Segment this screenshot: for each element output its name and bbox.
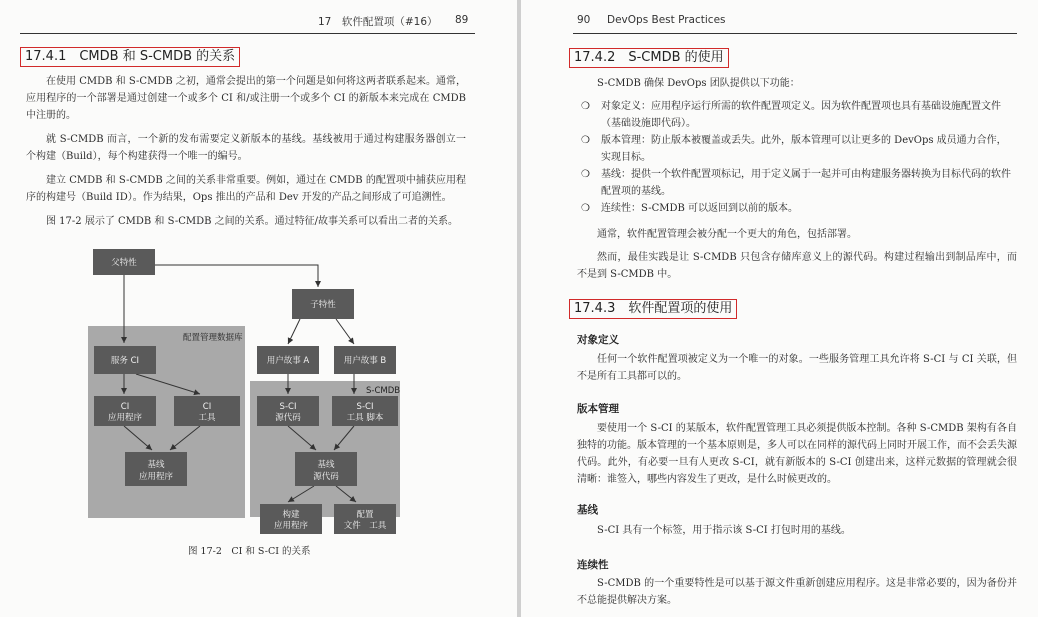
section-17-4-2-title: 17.4.2 S-CMDB 的使用 — [569, 48, 729, 68]
bullet-circle-icon: ❍ — [581, 203, 590, 214]
user-story-b-label: 用户故事 B — [343, 356, 387, 366]
paragraph-general: 通常，软件配置管理会被分配一个更大的角色，包括部署。 — [597, 229, 857, 240]
build-application-line1: 构建 — [282, 510, 300, 520]
bullet-text: 基线：提供一个软件配置项标记，用于定义属于一起并可由构建服务器转换为目标代码的软件配置项的基线。 — [601, 169, 1011, 197]
bullet-text: 对象定义：应用程序运行所需的软件配置项定义。因为软件配置项也具有基础设施配置文件（基础设施即代码）。 — [601, 101, 1001, 129]
baseline-application-line2: 应用程序 — [138, 472, 174, 482]
user-story-a-label: 用户故事 A — [266, 356, 310, 366]
running-header-book: DevOps Best Practices — [607, 14, 726, 26]
sci-tool-line1: S-CI — [356, 402, 374, 412]
ci-application-line1: CI — [120, 402, 130, 412]
sci-tool-line2: 工具 脚本 — [346, 413, 384, 423]
bullet-object-definition — [579, 98, 1014, 132]
subheading-object-definition: 对象定义 — [577, 334, 619, 346]
bullet-circle-icon: ❍ — [581, 169, 590, 180]
paragraph-3: 建立 CMDB 和 S-CMDB 之间的关系非常重要。例如，通过在 CMDB 的配置项中捕获应用程序的构建号（Build ID）。作为结果，Ops 推出的产品和 Dev 开发的产品之间形成了可追溯性。 — [26, 175, 466, 203]
child-feature-label: 子特性 — [310, 300, 336, 310]
left-page — [0, 0, 517, 617]
scmdb-area-label: S-CMDB — [366, 386, 401, 396]
paragraph-version-management: 要使用一个 S-CI 的某版本，软件配置管理工具必须提供版本控制。各种 S-CMDB 架构有各自独特的功能。版本管理的一个基本原则是，多人可以在同样的源代码上同时开展工作，而不会丢失源代码。此外，有必要一旦有人更改 S-CI，就有新版本的 S-CI 创建出来，这样元数据的管理就会很清晰：谁签入，哪些内容发生了更改，是什么时候更改的。 — [577, 423, 1017, 485]
paragraph-baseline: S-CI 具有一个标签，用于指示该 S-CI 打包时用的基线。 — [597, 525, 851, 536]
bullet-baseline — [579, 166, 1014, 200]
section-17-4-1-title: 17.4.1 CMDB 和 S-CMDB 的关系 — [20, 47, 240, 67]
right-page — [521, 0, 1038, 617]
running-header-chapter: 17 软件配置项（#16） — [318, 16, 438, 28]
baseline-source-line2: 源代码 — [313, 472, 339, 482]
ci-application-line2: 应用程序 — [107, 413, 143, 423]
cmdb-area-label: 配置管理数据库 — [183, 333, 243, 343]
ci-tool-line1: CI — [202, 402, 212, 412]
scmdb-intro: S-CMDB 确保 DevOps 团队提供以下功能： — [597, 78, 800, 89]
paragraph-continuity: S-CMDB 的一个重要特性是可以基于源文件重新创建应用程序。这是非常必要的，因为备份并不总能提供解决方案。 — [577, 578, 1017, 606]
paragraph-object-definition: 任何一个软件配置项被定义为一个唯一的对象。一些服务管理工具允许将 S-CI 与 CI 关联，但不是所有工具都可以的。 — [577, 354, 1017, 382]
paragraph-1: 在使用 CMDB 和 S-CMDB 之初，通常会提出的第一个问题是如何将这两者联系起来。通常，应用程序的一个部署是通过创建一个或多个 CI 和/或注册一个或多个 CI 的新版本来完成在 CMDB 中注册的。 — [26, 76, 466, 121]
bullet-text: 连续性：S-CMDB 可以返回到以前的版本。 — [601, 203, 799, 214]
baseline-source-line1: 基线 — [317, 460, 335, 470]
left-page-number: 89 — [455, 14, 469, 26]
figure-17-2-diagram — [0, 0, 517, 617]
parent-feature-label: 父特性 — [111, 258, 137, 268]
config-file-tool-line2: 文件 工具 — [343, 521, 387, 531]
bullet-circle-icon: ❍ — [581, 101, 590, 112]
baseline-application-line1: 基线 — [147, 460, 165, 470]
bullet-circle-icon: ❍ — [581, 135, 590, 146]
service-ci-label: 服务 CI — [110, 356, 140, 366]
subheading-continuity: 连续性 — [577, 559, 609, 571]
sci-source-line1: S-CI — [279, 402, 297, 412]
subheading-baseline: 基线 — [577, 504, 598, 516]
paragraph-2: 就 S-CMDB 而言，一个新的发布需要定义新版本的基线。基线被用于通过构建服务器创立一个构建（Build），每个构建获得一个唯一的编号。 — [26, 134, 466, 162]
paragraph-4: 图 17-2 展示了 CMDB 和 S-CMDB 之间的关系。通过特征/故事关系可以看出二者的关系。 — [46, 216, 459, 227]
sci-source-line2: 源代码 — [275, 413, 301, 423]
figure-caption: 图 17-2 CI 和 S-CI 的关系 — [188, 546, 311, 557]
bullet-text: 版本管理：防止版本被覆盖或丢失。此外，版本管理可以让更多的 DevOps 成员通力合作，实现目标。 — [601, 135, 1007, 163]
bullet-continuity — [579, 200, 1014, 217]
header-rule — [573, 33, 1017, 34]
ci-tool-line2: 工具 — [198, 413, 216, 423]
bullet-version-management — [579, 132, 1014, 166]
paragraph-best-practice: 然而，最佳实践是让 S-CMDB 只包含存储库意义上的源代码。构建过程输出到制品库中，而不是到 S-CMDB 中。 — [577, 252, 1017, 280]
section-17-4-3-title: 17.4.3 软件配置项的使用 — [569, 299, 737, 319]
build-application-line2: 应用程序 — [273, 521, 309, 531]
subheading-version-management: 版本管理 — [577, 403, 619, 415]
right-page-number: 90 — [577, 14, 591, 26]
config-file-tool-line1: 配置 — [356, 510, 374, 520]
